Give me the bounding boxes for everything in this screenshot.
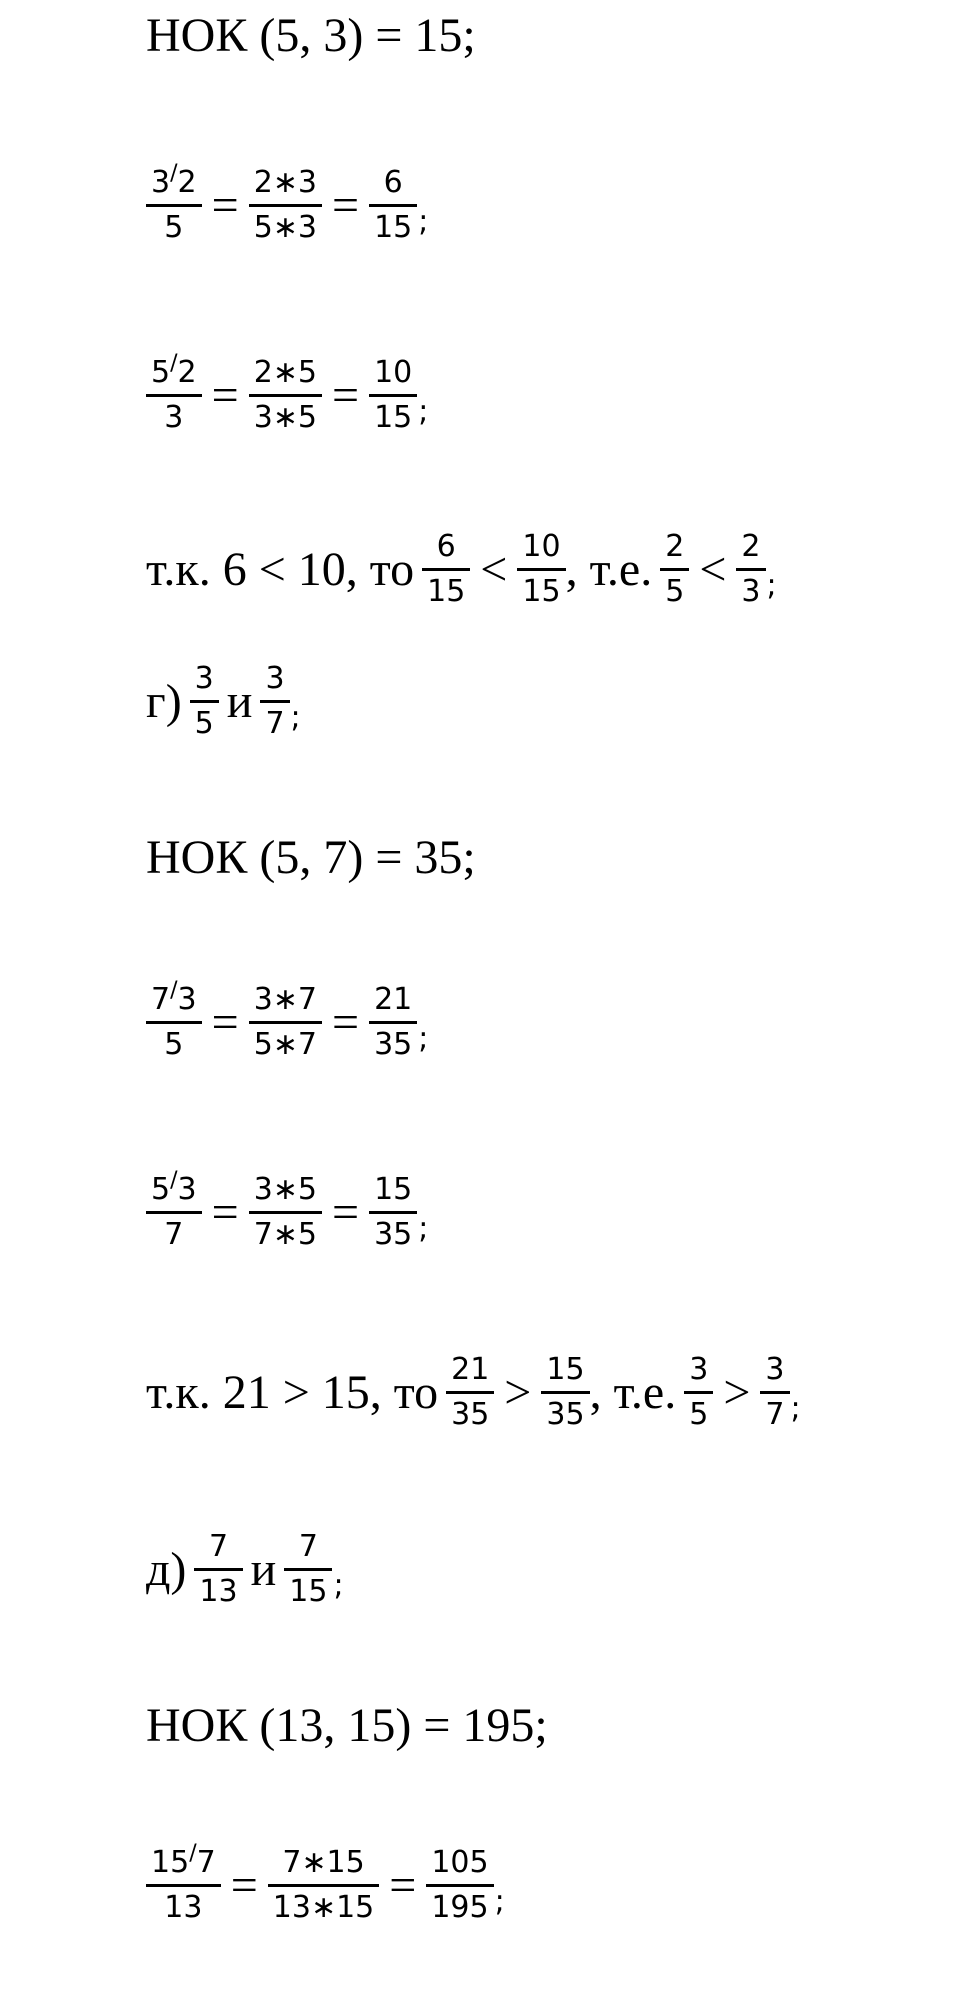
greater-than-sign: > bbox=[504, 1366, 532, 1419]
comparison-text: т.к. 6 < 10, то bbox=[146, 543, 415, 596]
equals-sign: = bbox=[332, 1186, 360, 1239]
equals-sign: = bbox=[211, 179, 239, 232]
lcm-text: НОК (13, 15) = 195; bbox=[146, 1699, 548, 1752]
fraction: $\frac{6}{15}$ bbox=[422, 532, 470, 607]
fraction-equation-5: $\frac{15^/7}{13}$ = $\frac{7∗15}{13∗15}$ = $\frac{105}{195}$ ; bbox=[146, 1848, 505, 1923]
comparison-text: т.к. 21 > 15, то bbox=[146, 1366, 439, 1419]
fraction: $\frac{2}{5}$ bbox=[660, 532, 689, 607]
fraction: $\frac{2}{3}$ bbox=[736, 532, 765, 607]
product-fraction: $\frac{7∗15}{13∗15}$ bbox=[268, 1848, 379, 1923]
less-than-sign: < bbox=[699, 543, 727, 596]
connector-text: , т.е. bbox=[589, 1366, 677, 1419]
comparison-line-2: т.к. 21 > 15, то $\frac{21}{35}$ > $\frac{15}{35}$ , т.е. $\frac{3}{5}$ > $\frac{3}{7}$ ; bbox=[146, 1352, 801, 1432]
fraction: $\frac{21}{35}$ bbox=[446, 1355, 494, 1430]
fraction: $\frac{7}{15}$ bbox=[284, 1532, 332, 1607]
less-than-sign: < bbox=[480, 543, 508, 596]
comparison-line-1: т.к. 6 < 10, то $\frac{6}{15}$ < $\frac{10}{15}$ , т.е. $\frac{2}{5}$ < $\frac{2}{3}$ ; bbox=[146, 529, 777, 609]
equals-sign: = bbox=[230, 1859, 258, 1912]
equals-sign: = bbox=[211, 1186, 239, 1239]
fraction: $\frac{15}{35}$ bbox=[541, 1355, 589, 1430]
product-fraction: $\frac{2∗3}{5∗3}$ bbox=[249, 168, 322, 243]
compound-fraction: $\frac{5^/2}{3}$ bbox=[146, 358, 202, 433]
lcm-line-5-7 bbox=[146, 830, 476, 885]
lcm-text: НОК (5, 3) = 15; bbox=[146, 9, 476, 62]
compound-fraction: $\frac{5^/3}{7}$ bbox=[146, 1175, 202, 1250]
compound-fraction: $\frac{15^/7}{13}$ bbox=[146, 1848, 221, 1923]
lcm-line-5-3 bbox=[146, 8, 476, 63]
product-fraction: $\frac{3∗5}{7∗5}$ bbox=[249, 1175, 322, 1250]
equals-sign: = bbox=[211, 996, 239, 1049]
equals-sign: = bbox=[332, 996, 360, 1049]
fraction: $\frac{3}{5}$ bbox=[684, 1355, 713, 1430]
result-fraction: $\frac{10}{15}$ bbox=[369, 358, 417, 433]
compound-fraction: $\frac{7^/3}{5}$ bbox=[146, 985, 202, 1060]
compound-fraction: $\frac{3^/2}{5}$ bbox=[146, 168, 202, 243]
fraction: $\frac{7}{13}$ bbox=[194, 1532, 242, 1607]
fraction: $\frac{10}{15}$ bbox=[517, 532, 565, 607]
result-fraction: $\frac{6}{15}$ bbox=[369, 168, 417, 243]
and-text: и bbox=[226, 675, 253, 728]
fraction-equation-1: $\frac{3^/2}{5}$ = $\frac{2∗3}{5∗3}$ = $\frac{6}{15}$ ; bbox=[146, 168, 428, 243]
fraction-equation-4: $\frac{5^/3}{7}$ = $\frac{3∗5}{7∗5}$ = $\frac{15}{35}$ ; bbox=[146, 1175, 428, 1250]
result-fraction: $\frac{105}{195}$ bbox=[426, 1848, 493, 1923]
result-fraction: $\frac{15}{35}$ bbox=[369, 1175, 417, 1250]
task-g-line: г) $\frac{3}{5}$ и $\frac{3}{7}$ ; bbox=[146, 661, 301, 741]
equals-sign: = bbox=[332, 179, 360, 232]
equals-sign: = bbox=[332, 369, 360, 422]
and-text: и bbox=[250, 1543, 277, 1596]
task-label: г) bbox=[146, 675, 182, 728]
fraction: $\frac{3}{5}$ bbox=[190, 664, 219, 739]
fraction-equation-3: $\frac{7^/3}{5}$ = $\frac{3∗7}{5∗7}$ = $\frac{21}{35}$ ; bbox=[146, 985, 428, 1060]
lcm-line-13-15 bbox=[146, 1698, 548, 1753]
equals-sign: = bbox=[211, 369, 239, 422]
fraction-equation-2: $\frac{5^/2}{3}$ = $\frac{2∗5}{3∗5}$ = $\frac{10}{15}$ ; bbox=[146, 358, 428, 433]
product-fraction: $\frac{2∗5}{3∗5}$ bbox=[249, 358, 322, 433]
lcm-text: НОК (5, 7) = 35; bbox=[146, 831, 476, 884]
task-label: д) bbox=[146, 1543, 187, 1596]
fraction: $\frac{3}{7}$ bbox=[260, 664, 289, 739]
fraction: $\frac{3}{7}$ bbox=[760, 1355, 789, 1430]
result-fraction: $\frac{21}{35}$ bbox=[369, 985, 417, 1060]
task-d-line: д) $\frac{7}{13}$ и $\frac{7}{15}$ ; bbox=[146, 1529, 344, 1609]
product-fraction: $\frac{3∗7}{5∗7}$ bbox=[249, 985, 322, 1060]
equals-sign: = bbox=[389, 1859, 417, 1912]
greater-than-sign: > bbox=[723, 1366, 751, 1419]
connector-text: , т.е. bbox=[565, 543, 653, 596]
